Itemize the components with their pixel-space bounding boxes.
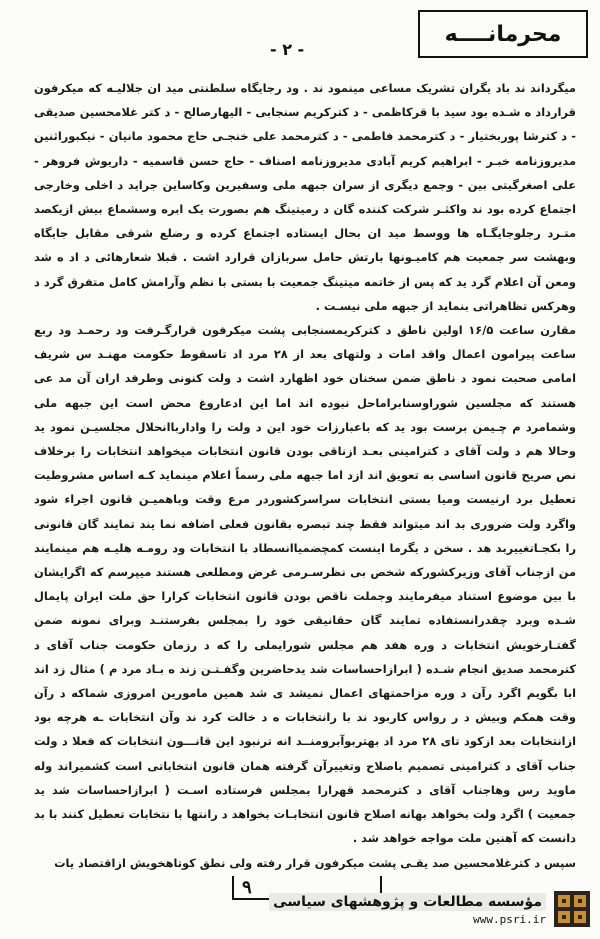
closing-line: سپس د کترغلامحسین صد یقـی پشت میکرفون قرار رفته ولی نطق کوتاهخویش ازاقتصاد یات — [54, 855, 576, 870]
classification-label: محرمانــــه — [444, 21, 562, 47]
page-number: - ۲ - — [270, 40, 305, 59]
institute-logo — [260, 886, 590, 932]
footer — [0, 876, 600, 939]
institute-text — [269, 893, 546, 926]
institute-url: www.psri.ir — [473, 912, 546, 926]
paragraph-1: میگرداند ند باد یگران تشریک مساعی مینمود ند . ود رجایگاه سلطنتی مید ان جلالیـه که میکرفون قرارداد ه شـده بود سید با قرکاظمی - د کترکریم سنجابی - الیهارصالح - د کتر غلامحسین صدیقی - د کترشا پوربختیار - د کترمحمد فاطمی - د کترمحمد علی خنجـی حاج محمود مانیان - نیکبوراثنین مدیروزنامه خبـر - ابراهیم کریم آبادی مدیروزنامه اصناف - حاج حسن قاسمیه - داریوش فروهر - علی اصغرگیتی بین - وجمع دیگری از سران جبهه ملی وسفیرین وکاساین جراید د اخلی وخارجی اجتماع کرده بود ند واکثـر شرکت کننده گان د رمیتینگ هم بصورت یک ابره وسشماع بیش ازیکصد متـرد رجلوجایگـاه ها ووسط مید ان بحال ایستاده اجتماع کرده و رضلع شرقی مقابل جایگاه وبهشت سر جمعیت هم کامیـونها بارتش حامل سربازان قرارد اشت . قبلا شعارهائی د اد ه شد ومعن آن اعلام گرد ید که پس از خاتمه میتینگ جمعیت با بستی با نظم وآرامش کامل متفرق گرد د وهرکس تظاهراتی بنماید از جبهه ملی نیسـت . — [34, 81, 576, 313]
institute-emblem-icon — [554, 891, 590, 927]
classification-stamp — [418, 10, 588, 58]
paragraph-2: مقارن ساعت ۱۶/۵ اولین ناطق د کترکریمسنجابی پشت میکرفون قرارگـرفت ود رحمـد ود ربع ساعت پیرامون اعمال واقد امات د ولتهای بعد از ۲۸ مرد اد تاسقوط حکومت مهنـد س شریف امامی صحبت نمود د ناطق ضمن سخنان خود اظهارد اشت د ولت کنونی وطرفد اران آن مد عی هستند که مجلسین شوراوسنابراماحل نبوده اند اما این ادعاروغ محض است این جبهه ملی وشمامرد م چـیمن برست بود ید که باعبارزات خود این د ولت را وادارباانحلال مجلسیـن نمود ید وحالا هم د ولت آقای د کترامینی بعـد ازناقی بودن قانون انتخابات میخواهد انتخابات را برخلاف نص صریح قانون اساسی به تعویق اند ازد اما جبهه ملی رسماً اعلام مینماید کـه اساس مشروطیت تعطیل برد ارنیست ومیا بستی انتخابات سراسرکشوردر مرع وقت وباهمیـن قانون اجراء شود واگرد ولت ضروری بد اند میتواند فقط چند تبصره بقانون فعلی اضافه نما یند تمایند گان قانونی را بکجـاتغییربد هد . سخن د یگرما اینست کمچضمیاانسطاد با انتخابات ود رومـه هلیـه هم مینمایند من ازجناب آقای وزیرکشورکه شخص بی نظرسـرمی غرض ومطلعی هستند میپرسم که اگرایشان با بین موضوع استناد میفرمایند وجملت ناقص بودن قانون انتخابات کرارا حق ملت ایران پایمال شـده وبرد چقدرانستفاده تمایند گان حقانیقی خود را بمجلس بفرستنـد وبرای نمونه ضمن گفتـارخویش انتخابات د وره هفد هم مجلس شورایملی را که د رزمان حکومت جناب آقای د کترمحمد صدیق انجام شـده ( ابرازاحساسات شد یدحاضرین وگفـتـن زند ه بـاد مرد م ) مثال زد اند ابا بگویم اگرد رآن د وره مزاحمتهای اعمال نمیشد ی شد همین مامورین امروزی شماکه د رآن وقت همکم وبیش د ر رواس کاربود ند با رانتخابات ه د خالت کرد ند وآن انتخابات ـه هرچه بود ازانتخابات بعد ازکود تای ۲۸ مرد اد بهتربوآبرومنــد انه ترنبود این قانـــون انتخابات که فعلا د ولت جناب آقای د کترامینی تصمیم باصلاح وتغییرآن گرفته همان قانون انتخاباتی است کشمیراند وله ماوید رس وهاجناب آقای د کترمحمد قهرارا بمجلس فرستاده اسـت ( ابرازاحساسات شد ید جمعیت ) اگرد ولت بخواهد بهانه اصلاح قانون انتخابـات بخواهد د رانتها با نتخابات تعطیل کنند با بد دانست که آهنین ملت مواجه خواهد شد . — [34, 323, 577, 846]
institute-name: مؤسسه مطالعات و پژوهشهای سیاسی — [269, 893, 546, 911]
handwritten-number-value: ۹ — [242, 876, 252, 898]
document-body — [34, 76, 576, 875]
